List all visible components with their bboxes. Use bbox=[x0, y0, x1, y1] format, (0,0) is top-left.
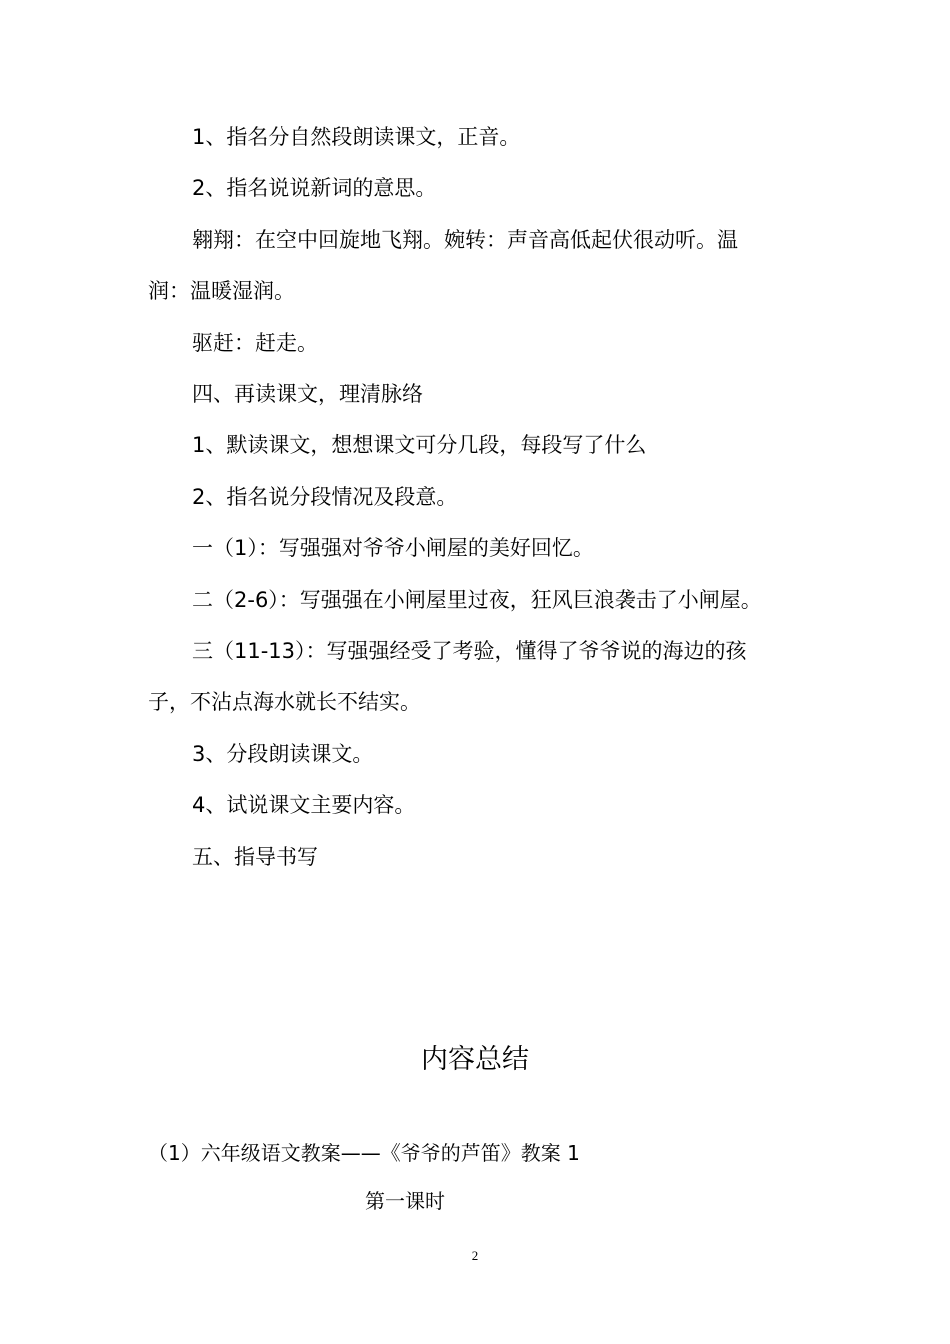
page-number: 2 bbox=[471, 1248, 479, 1263]
section-heading: 四、再读课文，理清脉络 bbox=[192, 382, 423, 406]
paragraph: 翱翔：在空中回旋地飞翔。婉转：声音高低起伏很动听。温 bbox=[192, 228, 738, 252]
paragraph-continuation: 润：温暖湿润。 bbox=[148, 279, 295, 303]
paragraph: 2、指名说分段情况及段意。 bbox=[192, 485, 458, 509]
lesson-label: 第一课时 bbox=[365, 1189, 445, 1213]
paragraph: 2、指名说说新词的意思。 bbox=[192, 176, 437, 200]
paragraph: 4、试说课文主要内容。 bbox=[192, 793, 416, 817]
paragraph: 二（2-6）：写强强在小闸屋里过夜，狂风巨浪袭击了小闸屋。 bbox=[192, 588, 762, 612]
section-heading: 五、指导书写 bbox=[192, 845, 318, 869]
paragraph-continuation: 子，不沾点海水就长不结实。 bbox=[148, 690, 421, 714]
summary-item: （1）六年级语文教案——《爷爷的芦笛》教案 1 bbox=[148, 1141, 580, 1165]
paragraph: 1、指名分自然段朗读课文，正音。 bbox=[192, 125, 521, 149]
paragraph: 3、分段朗读课文。 bbox=[192, 742, 374, 766]
paragraph: 三（11-13）：写强强经受了考验，懂得了爷爷说的海边的孩 bbox=[192, 639, 747, 663]
paragraph: 一（1）：写强强对爷爷小闸屋的美好回忆。 bbox=[192, 536, 594, 560]
paragraph: 驱赶：赶走。 bbox=[192, 331, 318, 355]
summary-title: 内容总结 bbox=[421, 1044, 529, 1075]
paragraph: 1、默读课文，想想课文可分几段，每段写了什么 bbox=[192, 433, 647, 457]
